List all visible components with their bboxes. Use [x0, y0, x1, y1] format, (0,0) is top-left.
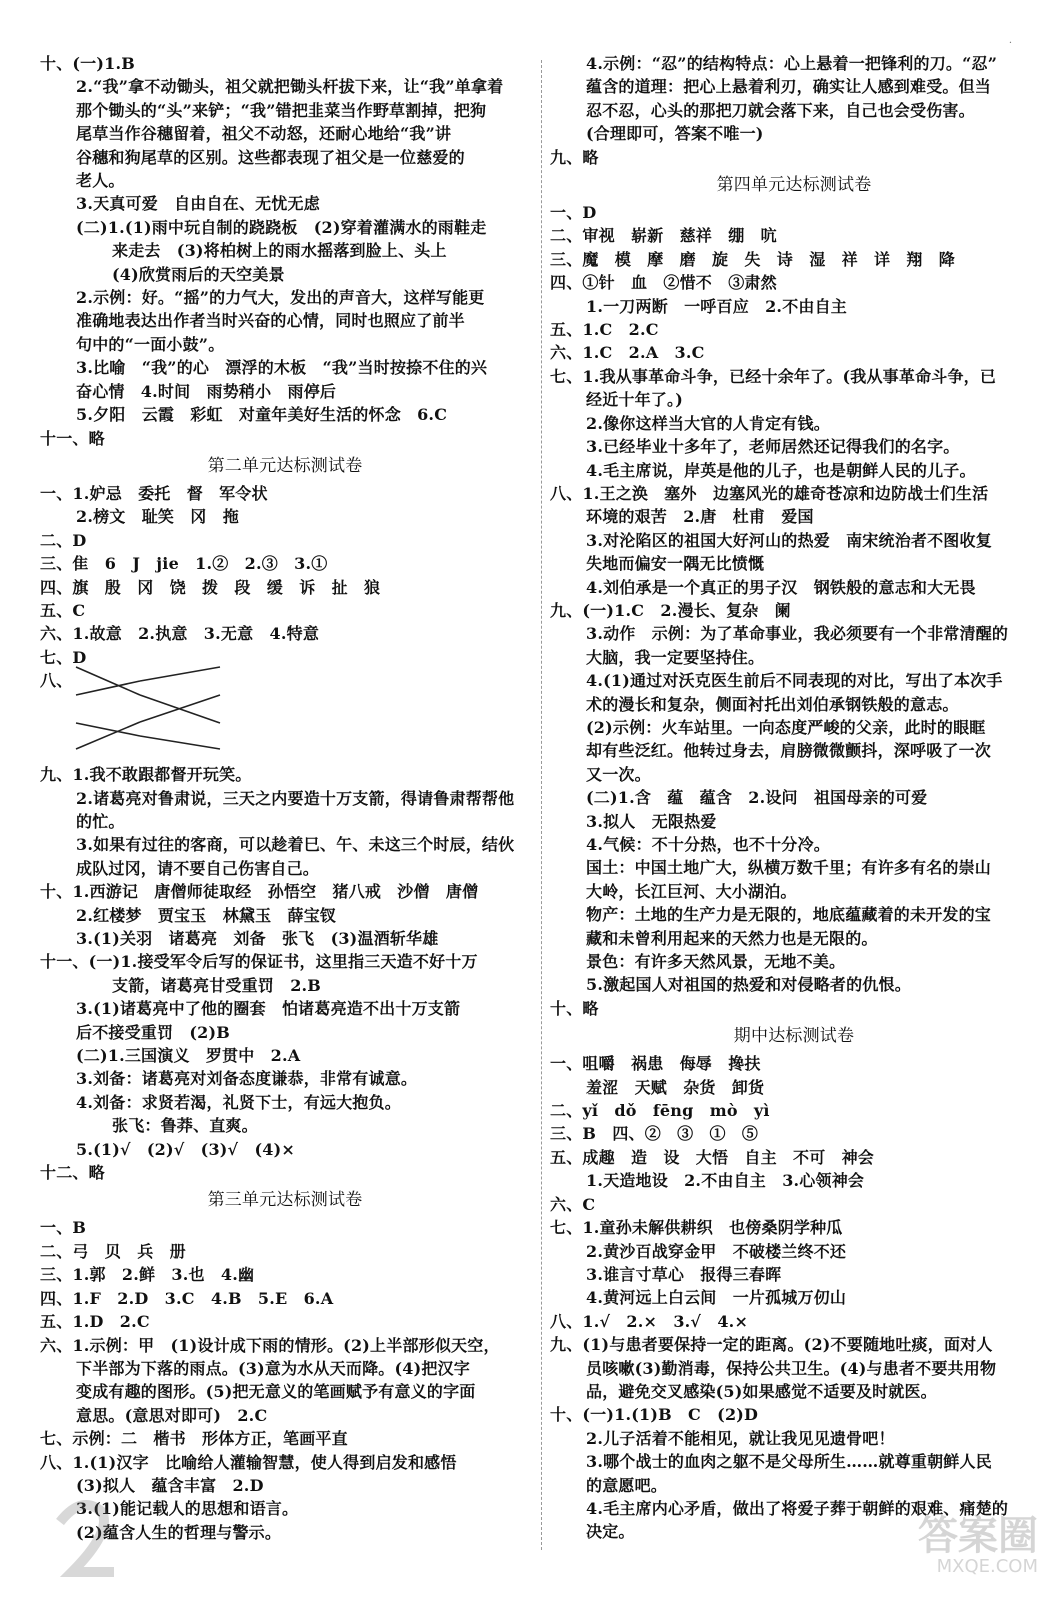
answer-line: 2.黄沙百战穿金甲 不破楼兰终不还 — [586, 1241, 847, 1261]
answer-line: 四、1.F 2.D 3.C 4.B 5.E 6.A — [40, 1288, 334, 1308]
match-line-6 — [76, 722, 140, 749]
answer-line: (二)1.(1)雨中玩自制的跷跷板 (2)穿着灌满水的雨鞋走 — [76, 217, 487, 237]
answer-line: 2.红楼梦 贾宝玉 林黛玉 薛宝钗 — [76, 905, 337, 925]
answer-line: 3.哪个战士的血肉之躯不是父母所生……就尊重朝鲜人民 — [586, 1452, 992, 1472]
answer-line: 1.天造地设 2.不由自主 3.心领神会 — [586, 1171, 865, 1191]
answer-line: 那个锄头的“头”来铲；“我”错把韭菜当作野草割掉，把狗 — [76, 100, 487, 120]
answer-line: 又一次。 — [586, 764, 651, 784]
diagram-label: 八、 — [40, 671, 73, 691]
answer-line: 3.比喻 “我”的心 漂浮的木板 “我”当时按捺不住的兴 — [76, 358, 488, 378]
answer-line: 大岭，长江巨河、大小湖泊。 — [586, 881, 797, 901]
answer-line: 张飞：鲁莽、直爽。 — [112, 1116, 258, 1136]
corner-mark: · — [1008, 38, 1012, 49]
answer-line: 七、D — [40, 647, 87, 667]
answer-line: 十、(一)1.B — [40, 54, 135, 73]
answer-line: (二)1.含 蕴 蕴含 2.设问 祖国母亲的可爱 — [586, 788, 928, 808]
answer-line: 下半部为下落的雨点。(3)意为水从天而降。(4)把汉字 — [76, 1358, 470, 1378]
section-title: 第四单元达标测试卷 — [716, 175, 872, 196]
answer-line: 来走去 (3)将柏树上的雨水摇落到脸上、头上 — [112, 241, 447, 261]
answer-line: 3.(1)诸葛亮中了他的圈套 怕诸葛亮造不出十万支箭 — [76, 999, 461, 1019]
answer-line: 5.激起国人对祖国的热爱和对侵略者的仇恨。 — [586, 975, 911, 995]
answer-line: 八、1.√ 2.× 3.√ 4.× — [550, 1311, 749, 1331]
right-column — [550, 52, 1038, 1544]
answer-line: 5.夕阳 云霞 彩虹 对童年美好生活的怀念 6.C — [76, 405, 448, 425]
match-line-5 — [140, 736, 220, 749]
answer-line: 忍不忍，心头的那把刀就会落下来，自己也会受伤害。 — [586, 100, 975, 120]
answer-line: 3.已经毕业十多年了，老师居然还记得我们的名字。 — [586, 437, 960, 457]
answer-line: 六、C — [550, 1194, 596, 1214]
answer-line: 十二、略 — [40, 1163, 105, 1183]
answer-line: 十一、(一)1.接受军令后写的保证书，这里指三天造不好十万 — [40, 952, 478, 972]
answer-line: 3.对沦陷区的祖国大好河山的热爱 南宋统治者不图收复 — [586, 530, 992, 550]
answer-line: 2.榜文 耻笑 冈 拖 — [76, 507, 239, 527]
answer-line: 4.刘伯承是一个真正的男子汉 钢铁般的意志和大无畏 — [586, 577, 976, 597]
answer-line: 尾草当作谷穗留着，祖父不动怒，还耐心地给“我”讲 — [76, 124, 452, 144]
section-title: 期中达标测试卷 — [733, 1026, 855, 1047]
answer-line: 3.谁言寸草心 报得三春晖 — [586, 1264, 782, 1284]
answer-line: 3.动作 示例：为了革命事业，我必须要有一个非常清醒的 — [586, 624, 1009, 644]
answer-line: 十、1.西游记 唐僧师徒取经 孙悟空 猪八戒 沙僧 唐僧 — [40, 882, 479, 902]
answer-line: 国土：中国土地广大，纵横万数千里；有许多有名的崇山 — [586, 858, 992, 878]
answer-line: 二、D — [40, 530, 87, 550]
answer-line: 1.一刀两断 一呼百应 2.不由自主 — [586, 296, 848, 316]
answer-line: 4.毛主席内心矛盾，做出了将爱子葬于朝鲜的艰难、痛楚的 — [586, 1498, 1009, 1518]
answer-line: 3.(1)关羽 诸葛亮 刘备 张飞 (3)温酒斩华雄 — [76, 929, 439, 948]
watermark-url: MXQE.COM — [936, 1556, 1038, 1577]
answer-line: 4.毛主席说，岸英是他的儿子，也是朝鲜人民的儿子。 — [586, 460, 976, 480]
answer-line: 4.(1)通过对沃克医生前后不同表现的对比，写出了本次手 — [586, 671, 1003, 691]
answer-line: 变成有趣的图形。(5)把无意义的笔画赋予有意义的字面 — [76, 1382, 476, 1402]
answer-line: 三、隹 6 J jie 1.② 2.③ 3.① — [40, 554, 328, 574]
answer-line: 后不接受重罚 (2)B — [76, 1022, 230, 1042]
answer-line: 二、弓 贝 兵 册 — [40, 1241, 186, 1261]
answer-line: 四、旗 殷 冈 饶 拨 段 缓 诉 扯 狼 — [40, 577, 381, 597]
watermark-title: 答案圈 — [918, 1513, 1038, 1559]
answer-line: 六、1.示例：甲 (1)设计成下雨的情形。(2)上半部形似天空， — [40, 1335, 500, 1355]
answer-line: 4.刘备：求贤若渴，礼贤下士，有远大抱负。 — [76, 1092, 401, 1112]
answer-line: (二)1.三国演义 罗贯中 2.A — [76, 1046, 301, 1066]
answer-line: (合理即可，答案不唯一) — [586, 124, 764, 144]
answer-line: 2.“我”拿不动锄头，祖父就把锄头杆拔下来，让“我”单拿着 — [76, 77, 504, 97]
answer-line: 八、1.(1)汉字 比喻给人灌输智慧，使人得到启发和感悟 — [40, 1452, 457, 1472]
answer-line: 3.天真可爱 自由自在、无忧无虑 — [76, 194, 320, 214]
section-title: 第三单元达标测试卷 — [207, 1190, 363, 1211]
answer-line: 的忙。 — [76, 811, 125, 831]
match-line-0 — [76, 667, 140, 695]
answer-line: 三、魔 模 摩 磨 旋 失 诗 湿 祥 详 翔 降 — [550, 249, 956, 269]
column-divider — [541, 60, 542, 1550]
answer-line: 4.黄河远上白云间 一片孤城万仞山 — [586, 1288, 847, 1308]
page-number-watermark — [52, 1492, 122, 1582]
answer-line: 四、①针 血 ②惜不 ③肃然 — [550, 273, 777, 293]
answer-line: 决定。 — [586, 1522, 635, 1542]
answer-line: 大脑，我一定要坚持住。 — [586, 647, 765, 667]
answer-line: 员咳嗽(3)勤消毒，保持公共卫生。(4)与患者不要共用物 — [586, 1358, 997, 1378]
answer-line: 羞涩 天赋 杂货 卸货 — [586, 1077, 765, 1097]
answer-line: 九、略 — [550, 147, 599, 167]
answer-line: 2.儿子活着不能相见，就让我见见遗骨吧！ — [586, 1428, 895, 1448]
answer-line: 十、略 — [550, 998, 599, 1018]
answer-line: 句中的“一面小鼓”。 — [76, 334, 225, 354]
answer-line: 术的漫长和复杂，侧面衬托出刘伯承钢铁般的意志。 — [586, 694, 959, 714]
answer-line: 十一、略 — [40, 428, 105, 448]
answer-line: 藏和未曾利用起来的天然力也是无限的。 — [586, 928, 878, 948]
answer-line: 五、1.D 2.C — [40, 1312, 150, 1332]
answer-line: 2.像你这样当大官的人肯定有钱。 — [586, 413, 830, 433]
answer-line: 景色：有许多天然风景，无地不美。 — [586, 952, 846, 972]
answer-line: (3)拟人 蕴含丰富 2.D — [76, 1475, 264, 1495]
answer-line: 2.诸葛亮对鲁肃说，三天之内要造十万支箭，得请鲁肃帮帮他 — [76, 788, 515, 808]
answer-line: 一、D — [550, 203, 597, 223]
answer-line: 4.气候：不十分热，也不十分冷。 — [586, 835, 830, 854]
matching-lines — [70, 663, 260, 755]
answer-line: 三、B 四、② ③ ① ⑤ — [550, 1124, 759, 1144]
answer-line: (2)蕴含人生的哲理与警示。 — [76, 1522, 282, 1542]
answer-line: 5.(1)√ (2)√ (3)√ (4)× — [76, 1139, 295, 1159]
answer-line: 奋心情 4.时间 雨势稍小 雨停后 — [76, 381, 337, 401]
answer-line: 物产：土地的生产力是无限的，地底蕴藏着的未开发的宝 — [586, 905, 992, 925]
section-title: 第二单元达标测试卷 — [207, 455, 363, 476]
answer-line: 九、(1)与患者要保持一定的距离。(2)不要随地吐痰，面对人 — [550, 1335, 993, 1355]
answer-line: 九、(一)1.C 2.漫长、复杂 阑 — [550, 600, 791, 620]
answer-line: 二、审视 崭新 慈祥 绷 吭 — [550, 226, 777, 246]
answer-line: 二、yǐ dǒ fēng mò yì — [550, 1101, 770, 1121]
answer-line: 七、1.童孙未解供耕织 也傍桑阴学种瓜 — [550, 1218, 843, 1238]
answer-line: 3.如果有过往的客商，可以趁着巳、午、未这三个时辰，结伙 — [76, 835, 515, 855]
answer-line: (2)示例：火车站里。一向态度严峻的父亲，此时的眼眶 — [586, 717, 986, 737]
answer-line: 3.刘备：诸葛亮对刘备态度谦恭，非常有诚意。 — [76, 1069, 418, 1089]
answer-line: 的意愿吧。 — [586, 1475, 668, 1495]
answer-line: 意思。(意思对即可) 2.C — [76, 1405, 268, 1425]
answer-line: 三、1.郭 2.鲜 3.也 4.幽 — [40, 1265, 255, 1285]
answer-line: 经近十年了。) — [586, 390, 683, 410]
answer-line: 3.拟人 无限热爱 — [586, 811, 717, 831]
answer-line: 一、1.妒忌 委托 督 军令状 — [40, 483, 268, 503]
answer-line: 环境的艰苦 2.唐 杜甫 爱国 — [586, 507, 814, 527]
answer-line: 五、成趣 造 设 大悟 自主 不可 神会 — [550, 1147, 875, 1167]
answer-line: 五、1.C 2.C — [550, 320, 659, 340]
answer-line: 3.(1)能记载人的思想和语言。 — [76, 1499, 299, 1519]
answer-line: 十、(一)1.(1)B C (2)D — [550, 1405, 759, 1425]
answer-line: 老人。 — [76, 171, 125, 191]
answer-line: 失地而偏安一隅无比愤慨 — [586, 554, 765, 574]
answer-line: 2.示例：好。“摇”的力气大，发出的声音大，这样写能更 — [76, 288, 485, 308]
answer-line: 准确地表达出作者当时兴奋的心情，同时也照应了前半 — [76, 311, 465, 331]
answer-line: 品，避免交叉感染(5)如果感觉不适要及时就医。 — [586, 1381, 937, 1401]
answer-line: (4)欣赏雨后的天空美景 — [112, 264, 285, 284]
site-watermark — [898, 1513, 1038, 1586]
answer-line: 六、1.故意 2.执意 3.无意 4.特意 — [40, 624, 320, 644]
answer-line: 支箭，诸葛亮甘受重罚 2.B — [112, 975, 322, 995]
answer-line: 九、1.我不敢跟都督开玩笑。 — [40, 765, 252, 785]
answer-line: 成队过冈，请不要自己伤害自己。 — [76, 858, 320, 878]
answer-line: 六、1.C 2.A 3.C — [550, 343, 705, 363]
answer-line: 七、示例：二 楷书 形体方正，笔画平直 — [40, 1429, 348, 1449]
answer-line: 一、B — [40, 1218, 87, 1238]
answer-line: 谷穗和狗尾草的区别。这些都表现了祖父是一位慈爱的 — [76, 147, 465, 167]
answer-line: 一、咀嚼 祸患 侮辱 搀扶 — [550, 1054, 761, 1074]
answer-line: 五、C — [40, 600, 86, 620]
left-column — [40, 52, 530, 1544]
answer-line: 却有些泛红。他转过身去，肩膀微微颤抖，深呼吸了一次 — [586, 741, 992, 761]
answer-line: 4.示例：“忍”的结构特点：心上悬着一把锋利的刀。“忍” — [586, 54, 998, 73]
match-line-2 — [76, 681, 140, 695]
answer-line: 七、1.我从事革命斗争，已经十余年了。(我从事革命斗争，已 — [550, 366, 997, 386]
answer-line: 八、1.王之涣 塞外 边塞风光的雄奇苍凉和边防战士们生活 — [550, 483, 989, 503]
match-line-3 — [140, 667, 220, 681]
matching-diagram — [40, 669, 530, 763]
match-line-4 — [76, 723, 140, 736]
answer-line: 蕴含的道理：把心上悬着利刃，确实让人感到难受。但当 — [586, 77, 992, 97]
